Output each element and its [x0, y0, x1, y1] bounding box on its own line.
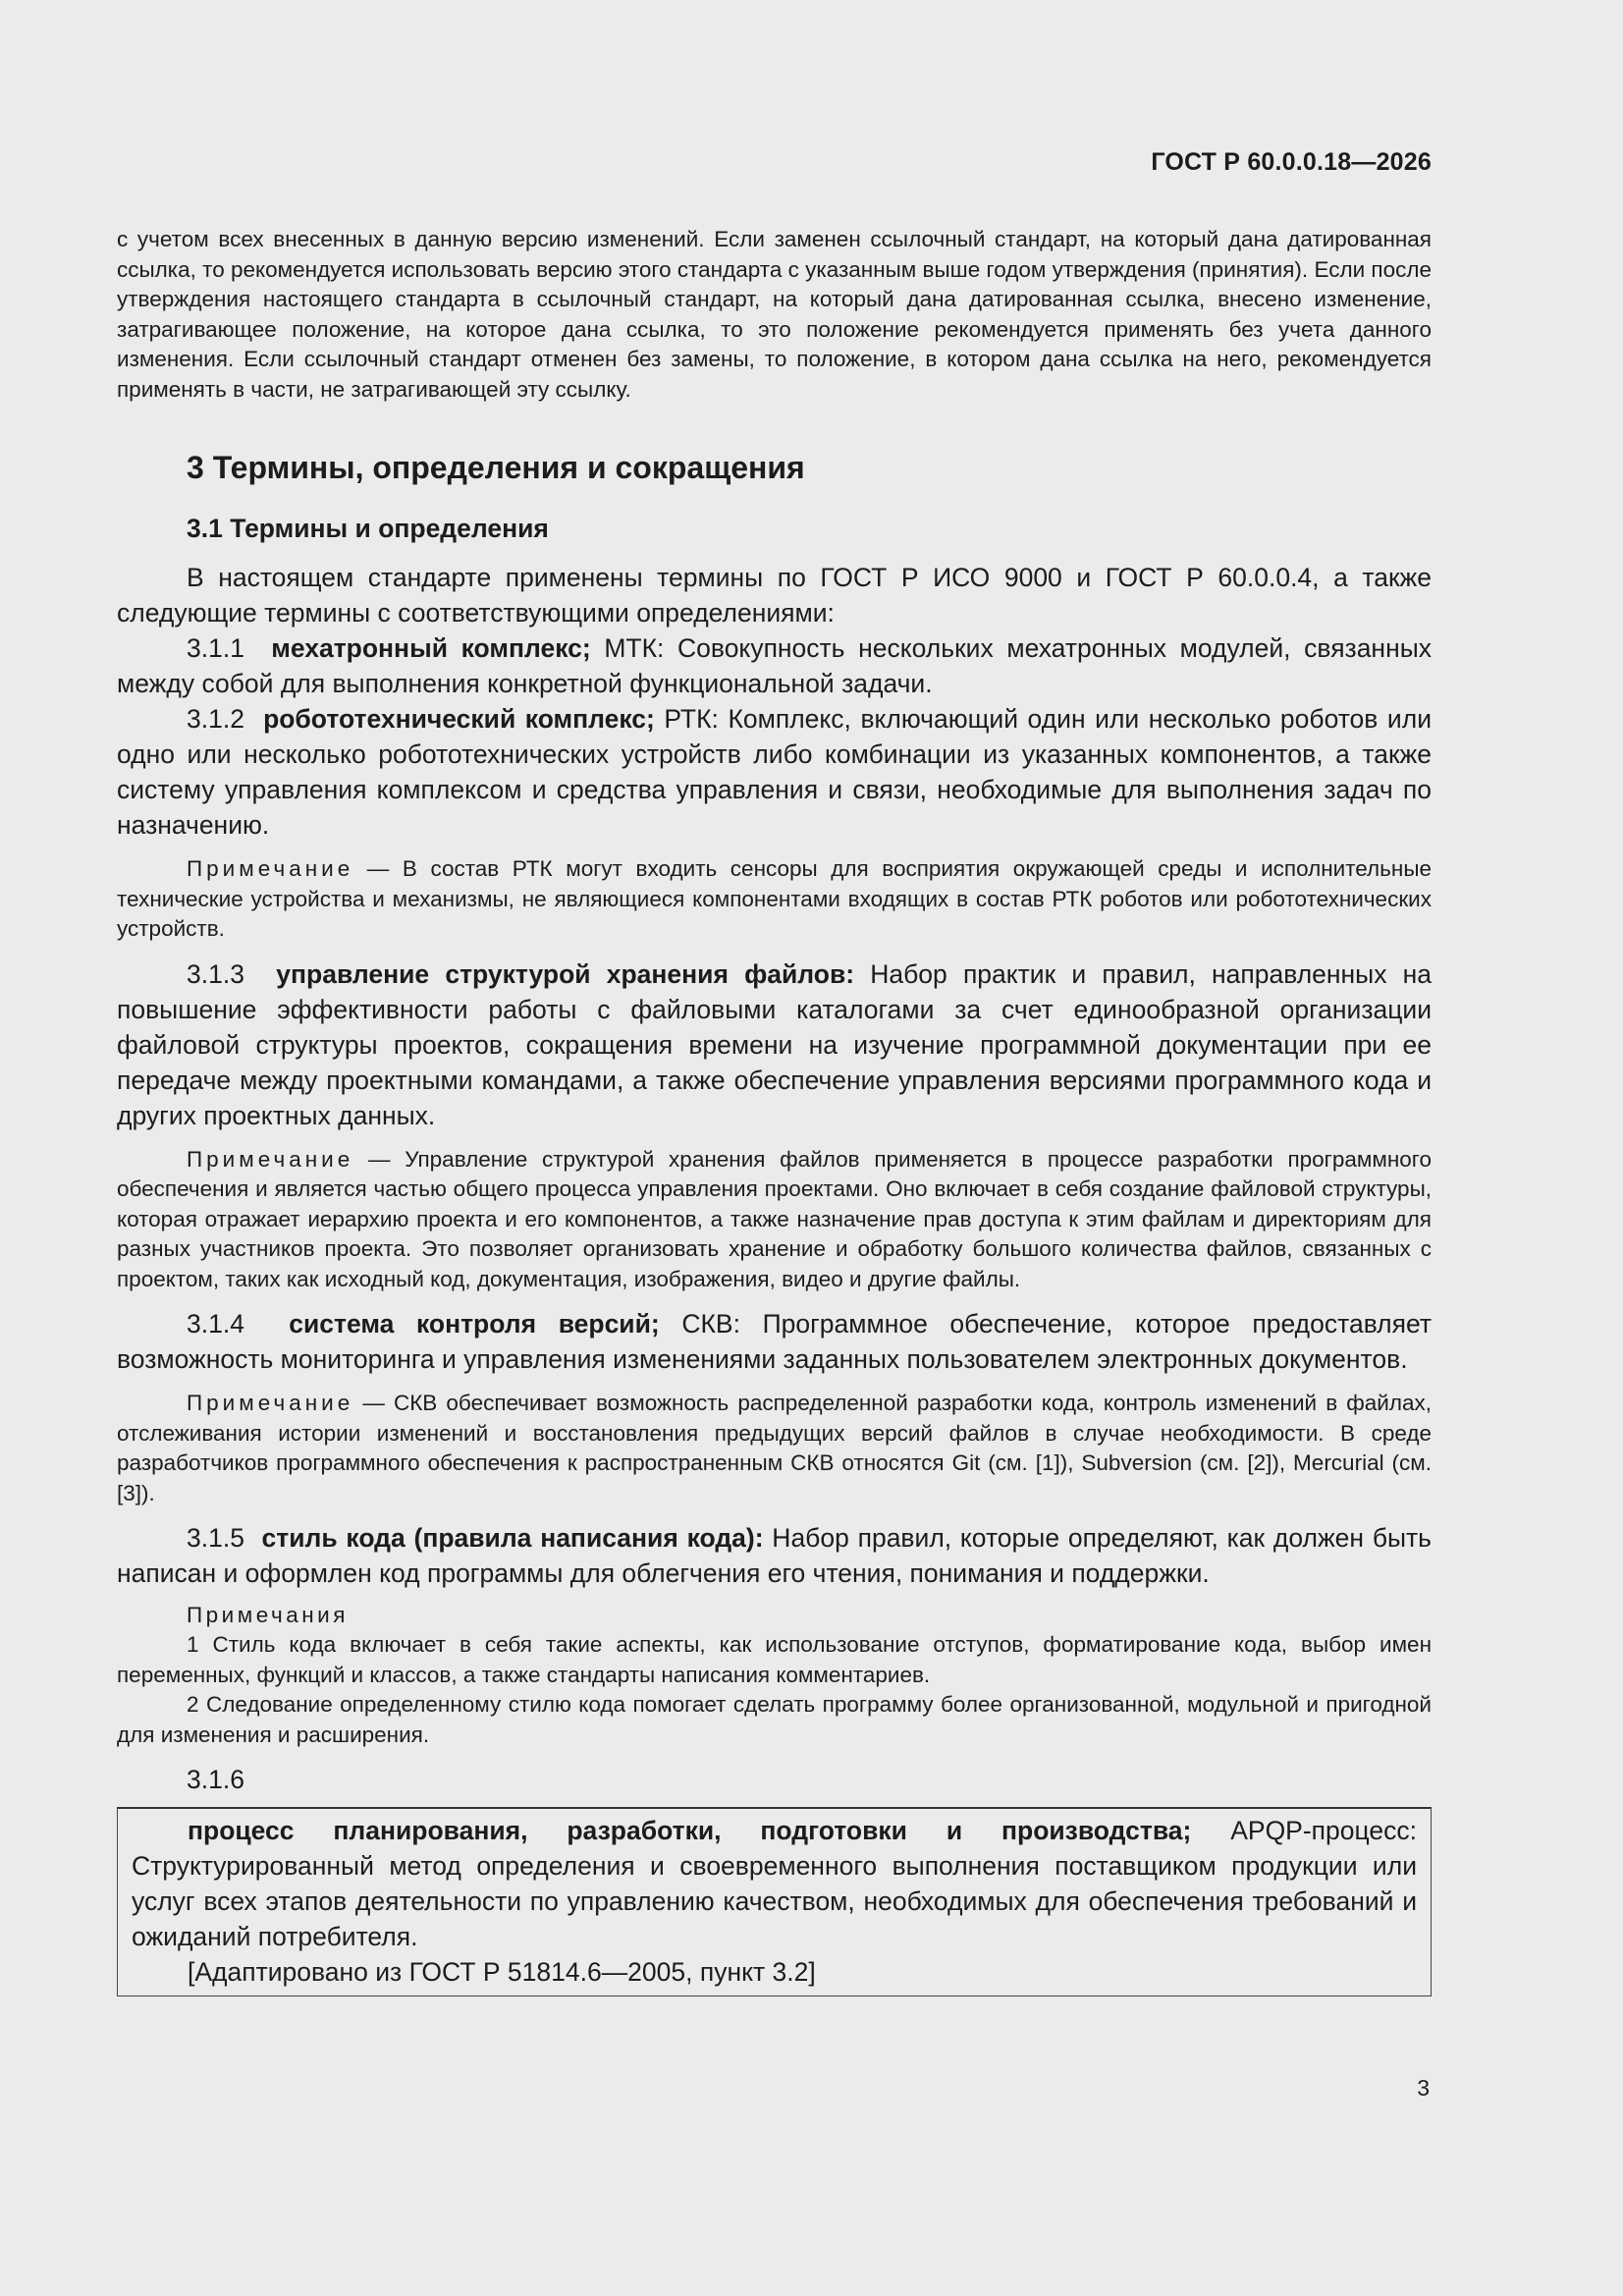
note-label: Примечание	[187, 1391, 354, 1415]
term-definition: APQP-процесс: Структурированный метод определения и своевременного выполнения поставщиком продукции или услуг всех этапов деятельности по управлению качеством, необходимых для обеспечения требований и ожиданий потребителя.	[132, 1816, 1417, 1951]
term-name: стиль кода (правила написания кода):	[261, 1523, 764, 1553]
note-3-1-3	[117, 1145, 1432, 1295]
term-3-1-2	[117, 701, 1432, 843]
term-3-1-5	[117, 1520, 1432, 1591]
term-3-1-6	[132, 1813, 1417, 1954]
term-3-1-6-frame	[117, 1807, 1432, 1996]
term-name: мехатронный комплекс;	[271, 633, 591, 663]
term-3-1-6-source: [Адаптировано из ГОСТ Р 51814.6—2005, пункт 3.2]	[188, 1957, 816, 1987]
term-definition: СКВ: Программное обеспечение, которое предоставляет возможность мониторинга и управления изменениями заданных пользователем электронных документов.	[117, 1309, 1432, 1374]
intro-paragraph: с учетом всех внесенных в данную версию изменений. Если заменен ссылочный стандарт, на который дана датированная ссылка, то рекомендуется использовать версию этого стандарта с указанным выше годом утверждения (принятия). Если после утверждения настоящего стандарта в ссылочный стандарт, на который дана датированная ссылка, внесено изменение, затрагивающее положение, на которое дана ссылка, то это положение рекомендуется применять без учета данного изменения. Если ссылочный стандарт отменен без замены, то положение, в котором дана ссылка на него, рекомендуется применять в части, не затрагивающей эту ссылку.	[117, 227, 1432, 402]
term-definition: Набор практик и правил, направленных на повышение эффективности работы с файловыми каталогами за счет единообразной организации файловой структуры проектов, сокращения времени на изучение программной документации при ее передаче между проектными командами, а также обеспечение управления версиями программного кода и других проектных данных.	[117, 958, 1433, 1130]
note-text: — Управление структурой хранения файлов применяется в процессе разработки программного обеспечения и является частью общего процесса управления проектами. Оно включает в себя создание файловой структуры, которая отражает иерархию проекта и его компонентов, а также назначение прав доступа к этим файлам и директориям для разных участников проекта. Это позволяет организовать хранение и обработку большого количества файлов, связанных с проектом, таких как исходный код, документация, изображения, видео и другие файлы.	[117, 1146, 1432, 1291]
note-3-1-4	[117, 1389, 1432, 1508]
note-3-1-5-item-1: 1 Стиль кода включает в себя такие аспекты, как использование отступов, форматирование кода, выбор имен переменных, функций и классов, а также стандарты написания комментариев.	[117, 1632, 1432, 1687]
note-label: Примечание	[187, 1146, 354, 1172]
section-3-1-intro: В настоящем стандарте применены термины по ГОСТ Р ИСО 9000 и ГОСТ Р 60.0.0.4, а также следующие термины с соответствующими определениями:	[117, 563, 1432, 628]
page-content	[117, 225, 1432, 1996]
section-3-heading: 3 Термины, определения и сокращения	[187, 450, 805, 485]
term-3-1-3	[117, 957, 1432, 1133]
term-3-1-4	[117, 1306, 1432, 1377]
term-number: 3.1.3	[187, 958, 244, 989]
term-name: робототехнический комплекс;	[263, 704, 655, 734]
term-name: управление структурой хранения файлов:	[276, 958, 855, 989]
note-3-1-5-item-2: 2 Следование определенному стилю кода помогает сделать программу более организованной, модульной и пригодной для изменения и расширения.	[117, 1692, 1432, 1747]
term-definition: РТК: Комплекс, включающий один или несколько роботов или одно или несколько робототехнических устройств либо комбинации из указанных компонентов, а также систему управления комплексом и средства управления и связи, необходимые для выполнения задач по назначению.	[117, 704, 1432, 840]
term-3-1-1	[117, 630, 1432, 701]
term-definition: Набор правил, которые определяют, как должен быть написан и оформлен код программы для облегчения его чтения, понимания и поддержки.	[117, 1523, 1432, 1588]
note-3-1-2	[117, 854, 1432, 945]
term-name: система контроля версий;	[289, 1309, 660, 1339]
term-3-1-6-number: 3.1.6	[187, 1765, 244, 1794]
note-text: — СКВ обеспечивает возможность распределенной разработки кода, контроль изменений в файлах, отслеживания истории изменений и восстановления предыдущих версий файлов в случае необходимости. В среде разработчиков программного обеспечения к распространенным СКВ относятся Git (см. [1]), Subversion (см. [2]), Mercurial (см. [3]).	[117, 1391, 1432, 1505]
notes-label: Примечания	[187, 1603, 349, 1627]
term-number: 3.1.2	[187, 704, 244, 734]
term-number: 3.1.4	[187, 1309, 244, 1339]
term-number: 3.1.5	[187, 1523, 244, 1553]
page-number: 3	[1417, 2075, 1430, 2101]
section-3-1-heading: 3.1 Термины и определения	[187, 514, 549, 543]
note-text: — В состав РТК могут входить сенсоры для восприятия окружающей среды и исполнительные технические устройства и механизмы, не являющиеся компонентами входящих в состав РТК роботов или робототехнических устройств.	[117, 856, 1432, 941]
term-number: 3.1.1	[187, 633, 244, 663]
note-label: Примечание	[187, 856, 354, 881]
document-code: ГОСТ Р 60.0.0.18—2026	[1151, 148, 1432, 176]
term-name: процесс планирования, разработки, подготовки и производства;	[188, 1816, 1192, 1845]
term-definition: МТК: Совокупность нескольких мехатронных модулей, связанных между собой для выполнения конкретной функциональной задачи.	[117, 633, 1432, 698]
